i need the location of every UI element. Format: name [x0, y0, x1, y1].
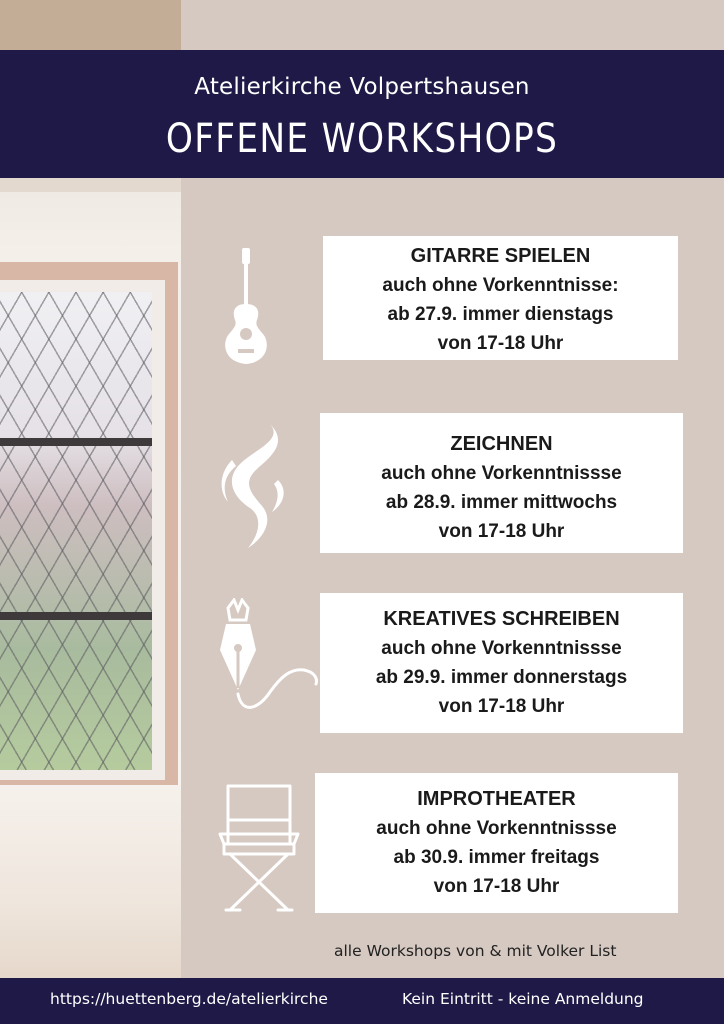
window-sill: [0, 785, 181, 978]
credit-line: alle Workshops von & mit Volker List: [334, 942, 617, 960]
workshop-info: auch ohne Vorkenntnissse: [381, 638, 622, 659]
guitar-icon: [220, 248, 272, 370]
admission-note: Kein Eintritt - keine Anmeldung: [402, 990, 644, 1008]
workshop-card: [320, 593, 683, 733]
workshop-schedule: ab 29.9. immer donnerstags: [375, 667, 628, 688]
workshop-card: [320, 413, 683, 553]
fountain-pen-icon: [218, 598, 322, 726]
workshop-time: von 17-18 Uhr: [438, 521, 565, 542]
workshop-schedule: ab 28.9. immer mittwochs: [385, 492, 618, 513]
header-subtitle: Atelierkirche Volpertshausen: [194, 74, 530, 100]
workshop-card: [323, 236, 678, 360]
smoke-swirl-icon: [214, 420, 290, 552]
workshop-schedule: ab 30.9. immer freitags: [393, 847, 600, 868]
header-banner: [0, 50, 724, 178]
workshop-time: von 17-18 Uhr: [437, 333, 564, 354]
workshop-schedule: ab 27.9. immer dienstags: [387, 304, 614, 325]
workshop-card: [315, 773, 678, 913]
workshop-title: KREATIVES SCHREIBEN: [383, 608, 620, 630]
workshop-title: GITARRE SPIELEN: [410, 245, 591, 267]
workshop-title: ZEICHNEN: [450, 433, 553, 455]
footer-banner: [0, 978, 724, 1024]
workshop-time: von 17-18 Uhr: [438, 696, 565, 717]
workshop-info: auch ohne Vorkenntnisse:: [382, 275, 619, 296]
window-lattice: [0, 292, 152, 770]
ceiling-beam: [0, 178, 181, 192]
window-crossbar: [0, 612, 152, 620]
workshop-info: auch ohne Vorkenntnissse: [381, 463, 622, 484]
header-title: OFFENE WORKSHOPS: [165, 116, 559, 162]
window-crossbar: [0, 438, 152, 446]
wall-strip: [0, 0, 181, 50]
directors-chair-icon: [216, 782, 302, 914]
workshop-time: von 17-18 Uhr: [433, 876, 560, 897]
workshop-info: auch ohne Vorkenntnissse: [376, 818, 617, 839]
workshop-title: IMPROTHEATER: [417, 788, 576, 810]
website-link[interactable]: https://huettenberg.de/atelierkirche: [50, 990, 328, 1008]
